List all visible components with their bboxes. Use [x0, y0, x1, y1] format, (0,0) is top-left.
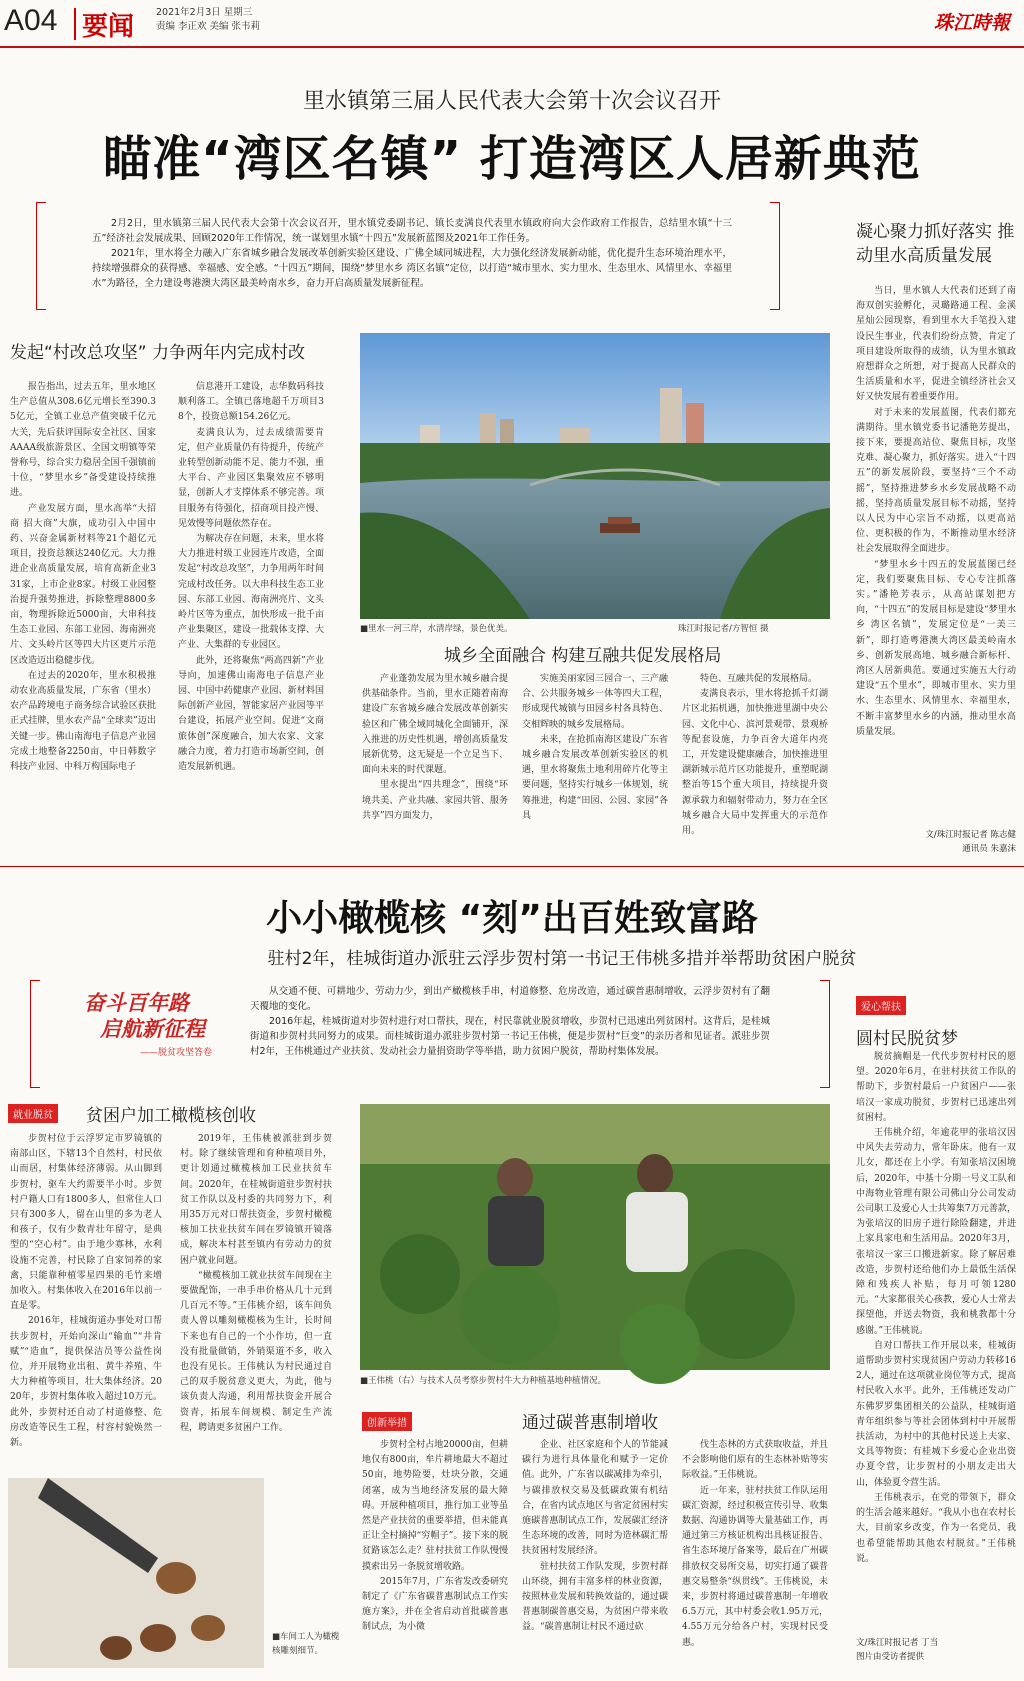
story1-side-column — [856, 284, 1016, 820]
story2-headline: 小小橄榄核 “刻”出百姓致富路 — [266, 898, 758, 939]
campaign-emblem — [84, 990, 240, 1076]
story2-lead — [250, 984, 770, 1059]
river-scene-illustration — [360, 333, 830, 619]
lead-paragraph: 2016年起，桂城街道对步贺村进行对口帮扶，现在，村民靠就业脱贫增收，步贺村已迅速出列贫困村。这背后，是桂城街道和步贺村共同努力的成果。而桂城街道办派驻步贺村第一书记王伟桃，便是步贺村“巨变”的亲历者和见证者。派驻步贺村2年，王伟桃通过产业扶贫、发动社会力量捐资助学等举措，助力贫困户脱贫，帮助村集体发展。 — [250, 1016, 770, 1057]
byline-reporter: 文/珠江时报记者 陈志健 — [925, 830, 1016, 840]
byline-reporter: 文/珠江时报记者 丁当 — [856, 1638, 939, 1648]
story1-lead — [92, 216, 732, 291]
page-number: A04 — [4, 4, 58, 37]
lead2-bracket-right — [820, 980, 830, 1088]
story1-headline: 瞄准“湾区名镇” 打造湾区人居新典范 — [103, 131, 921, 187]
carving-photo-caption: ■车间工人为橄榄核雕刻细节。 — [272, 1632, 340, 1656]
paragraph: 企业、社区家庭和个人的节能减碳行为进行具体量化和赋予一定价值。此外，广东省以碳减排为牵引，与碳排放权交易及低碳政策有机结合，在省内试点地区与省定贫困村实施碳普惠制试点工作，发展碳汇经济生态环境的改善，同时为造林碳汇帮扶贫困村发展经济。 — [522, 1440, 668, 1557]
story2-column-2 — [180, 1132, 332, 1433]
editor-credit: 责编 李正欢 美编 张韦莉 — [156, 21, 261, 32]
story2-column-3 — [362, 1438, 508, 1670]
story1-column-4 — [522, 672, 668, 858]
story1-column-3 — [362, 672, 508, 858]
story2-byline — [856, 1636, 1016, 1664]
section-title: 要闻 — [82, 12, 135, 42]
tag-innovation: 创新举措 — [362, 1412, 412, 1431]
paragraph: “橄榄核加工就业扶贫车间现在主要做配饰，一串手串价格从几十元到几百元不等。”王伟桃介绍，该车间负责人曾以雕刻橄榄核为生计，长时间下来也有自己的一个小作坊，但一直没有批量做销，外销渠道不多，收入也没有见长。王伟桃认为村民通过自己的双手脱贫意义更大，为此，他与该负责人沟通，利用帮扶资金开展合资青，拓展车间规模、制定生产流程，聘请更多贫困户工作。 — [180, 1270, 332, 1433]
story1-kicker: 里水镇第三届人民代表大会第十次会议召开 — [302, 89, 721, 114]
issue-date: 2021年2月3日 星期三 — [156, 7, 253, 18]
story1-side-headline: 凝心聚力抓好落实 推动里水高质量发展 — [856, 222, 1015, 266]
story2-column-5 — [682, 1438, 828, 1670]
paragraph: 在过去的2020年，里水积极推动农业高质量发展，广东省（里水）农产品跨境电子商务综合试验区获批正式挂牌，里水农产品“全球卖”迈出关键一步。佛山南海电子信息产业园完成土地整备2250亩，中日韩数字科技产业园、中科万构国际电子 — [10, 670, 156, 773]
paragraph: 王伟桃表示，在党的带领下，群众的生活会越来越好。“我从小也在农村长大，目前家乡改变，作为一名党员，我也希望能帮助其他农村脱贫。”王伟桃说。 — [856, 1492, 1016, 1564]
story2-subhead-1: 贫困户加工橄榄核创收 — [86, 1106, 256, 1126]
paragraph: 驻村扶贫工作队发现，步贺村群山环绕，拥有丰富多样的林业资源，按照林业发展和转换效益的，通过碳普惠制碳普惠交易，为贫困户带来收益。“碳普惠制让村民不通过砍 — [522, 1561, 668, 1633]
lead-paragraph: 2月2日，里水镇第三届人民代表大会第十次会议召开，里水镇党委副书记、镇长麦满良代表里水镇政府向大会作政府工作报告，总结里水镇“十三五”经济社会发展成果、回顾2020年工作情况，统一谋划里水镇“十四五”发展新蓝图及2021年工作任务。 — [92, 218, 732, 244]
paragraph: 2016年，桂城街道办事处对口帮扶步贺村，开始向深山“输血”“井肯赋”“造血”，提供保洁员等公益性岗位，并开展物业出租、黄牛养殖、牛大力种植等项目，壮大集体经济。2020年，步贺村集体收入超过10万元。此外，步贺村还自动了村道修整、危房改造等民生工程，村容村貌焕然一新。 — [10, 1316, 162, 1449]
byline-correspondent: 通讯员 朱嘉沫 — [962, 844, 1016, 854]
carving-illustration — [8, 1478, 264, 1668]
paragraph: 伐生态林的方式获取收益，并且不会影响他们原有的生态林补贴等实际收益。”王伟桃说。 — [682, 1440, 828, 1481]
river-photo-credit: 珠江时报记者/方智恒 摄 — [678, 624, 769, 634]
paragraph: 步贺村全村占地20000亩，但耕地仅有800亩，牟片耕地最大不超过50亩，地势险要，灶块分散，交通闭塞，成为当地经济发展的最大障碍。开展种植项目，推行加工业等虽然是产业扶贫的重要举措，但未能真正让全村摘掉“穷帽子”。接下来的脱贫路该怎么走？驻村扶贫工作队慢慢摸索出另一条脱贫增收路。 — [362, 1440, 508, 1572]
field-scene-illustration — [360, 1104, 830, 1370]
story2-subhead-2: 通过碳普惠制增收 — [522, 1413, 658, 1433]
paragraph: 2019年，王伟桃被派驻到步贺村。除了继续管理和育种植项目外，更计划通过橄榄核加工民业扶贫车间。2020年，在桂城街道驻步贺村扶贫工作队以及村委的共同努力下，利用35万元对口帮扶资金，步贺村橄榄核加工扶业扶贫车间在罗镜镇开镜落成，解决本村甚至镇内有劳动力的贫困户就业问题。 — [180, 1134, 332, 1266]
story2-side-headline: 圆村民脱贫梦 — [856, 1029, 958, 1049]
paragraph: 2015年7月，广东省发改委研究制定了《广东省碳普惠制试点工作实施方案》，并在全省启动首批碳普惠制试点，为小微 — [362, 1576, 508, 1633]
paragraph: 信息港开工建设，志华数码科技顺利落工。全镇已落地超千万项目38个，投资总额154.26亿元。 — [178, 382, 324, 423]
newspaper-logo: 珠江時報 — [933, 12, 1010, 34]
story1-subhead-2: 城乡全面融合 构建互融共促发展格局 — [444, 646, 722, 666]
paragraph: 步贺村位于云浮罗定市罗镜镇的南部山区，下辖13个自然村，村民依山而居，村集体经济薄弱。从山脚到步贺村，驱车大约需要半小时。步贺村户籍人口有1800多人，但常住人口只有300多人，留在山里的多为老人和孩子，仅有少数青壮年留守，是典型的“空心村”。由于地少寡林，水利设施不完善，村民除了自家饲养的家禽，只能靠种植零星四果的毛竹来增加收入。村集体收入在2016年以前一直是零。 — [10, 1134, 162, 1312]
byline-photo-credit: 图片由受访者提供 — [856, 1652, 925, 1662]
story2-subhead: 驻村2年，桂城街道办派驻云浮步贺村第一书记王伟桃多措并举帮助贫困户脱贫 — [267, 949, 857, 969]
paragraph: 产业蓬勃发展为里水城乡融合提供基础条件。当前，里水正随着南海建设广东省城乡融合发展改革创新实验区和广佛全域同城化全面铺开，深入推进的历史性机遇，增创高质量发展新优势，这无疑是一个立足当下、面向未来的时代课题。 — [362, 674, 508, 776]
paragraph: 王伟桃介绍，年逾花甲的张培汉因中风失去劳动力，常年卧床。他有一双儿女，都还在上小学。有知张培汉困境后，2020年，中基十分期一号义工队和中海物业管理有限公司佛山分公司发动公司职工及爱心人士共筹集7万元善款，为张培汉的旧房子进行除险翻建，并进上家具家电和生活用品。2020年3月，张培汉一家三口搬进新家。除了解居难改造，步贺村还给他们办上最低生活保障和残疾人补贴，每月可领1280元。“大家都很关心孩教，爱心人士常去探望他，并送去物资，我和桃教都十分感谢。”王伟桃说。 — [856, 1128, 1016, 1336]
paragraph: 实施美丽家园三园合一、三产融合、公共服务城乡一体等四大工程，形成现代城镇与田园乡村各具特色、交相辉映的城乡发展格局。 — [522, 674, 668, 730]
emblem-line-3: ——脱贫攻坚答卷 — [140, 1048, 213, 1058]
emblem-line-2: 启航新征程 — [100, 1016, 205, 1041]
emblem-line-1: 奋斗百年路 — [84, 990, 189, 1015]
river-photo-caption: ■里水一河三岸，水清岸绿，景色优美。 — [360, 624, 513, 634]
carving-photo — [8, 1478, 264, 1668]
paragraph: 此外，还将聚焦“两高四新”产业导向，加速佛山南海电子信息产业园、中国中药健康产业园、新材料国际创新产业园，智能家居产业园等平台建设，拓展产业空间。促进“文商旅体创”深度融合，加大农家、文家融合力度，着力打造市场新空间，创造发展新机遇。 — [178, 655, 324, 773]
paragraph: 报告指出，过去五年，里水地区生产总值从308.6亿元增长至390.35亿元，全镇工业总产值突破千亿元大关，先后获评国际安全社区、国家AAAA级旅游景区、全国文明镇等荣誉称号，综合实力稳居全国千强镇前十位，“梦里水乡”备受建设持续推进。 — [10, 382, 156, 499]
paragraph: 对于未来的发展蓝图，代表们都充满期待。里水镇党委书记潘艳芳提出，接下来，要提高站位、聚焦目标，攻坚克难、凝心聚力，抓好落实。进入“十四五”的新发展阶段，要坚持“三个不动摇”，坚持推进梦乡水乡发展战略不动摇，坚持高质量发展目标不动摇，坚持以人民为中心宗旨不动摇，以更高站位、更积极的作为，不断推动里水经济社会发展取得全面进步。 — [856, 407, 1016, 555]
paragraph: 自对口帮扶工作开展以来，桂城街道帮助步贺村实现贫困户劳动力转移162人，通过在这项就业岗位等方式，提高村民收入水平。此外，王伟桃还发动广东佛罗罗集团相关的公益队，桂城街道青年组织参与等社会团体到村中开展帮扶活动，为村中的其他村民送上夫家、文具等物资；有桂城下乡爱心企业出资办夏令营，让步贺村的小朋友走出大山，体验夏令营生活。 — [856, 1340, 1016, 1488]
paragraph: 里水提出“四共理念”，围绕“环境共美、产业共融、家园共管、服务共享”四方面发力， — [362, 780, 508, 821]
story2-column-1 — [10, 1132, 162, 1449]
paragraph: 当日，里水镇人大代表们还到了南海双创实验孵化，灵璐路通工程、金溪星灿公园现察，看到里水大手笔投入建设民生事业，代表们纷纷点赞，肯定了项目建设所取得的成绩，认为里水镇政府想群众之所想，对于提高人民群众的生活质量和水平，促进全镇经济社会又好又快发展有着重要作用。 — [856, 286, 1016, 403]
lead-bracket-right — [770, 202, 780, 310]
story-divider — [0, 866, 1024, 867]
lead-paragraph: 从交通不便、可耕地少、劳动力少，到出产橄榄核手串，村道修整、危房改造，通过碳普惠制增收，云浮步贺村有了翻天覆地的变化。 — [250, 986, 770, 1012]
paragraph: 近一年来，驻村扶贫工作队运用碳汇资源，经过积极宣传引导、收集数据、沟通协调等大量基础工作，再通过第三方核证机构出具核证报告、省生态环境厅备案等，最后在广州碳排放权交易所交易，切实打通了碳普惠交易整条“纵贯线”。王伟桃说，未来，步贺村将通过碳普惠制一年增收6.5万元，其中村委会收1.95万元，4.55万元分给各户村，实现村民受惠。 — [682, 1485, 828, 1648]
paragraph: 未来，在抢抓南海区建设广东省城乡融合发展改革创新实验区的机遇，里水将聚焦土地利用碎片化等主要问题，坚持实行城乡一体规划，统筹推进，构建“田园、公园、家园”各具 — [522, 734, 668, 821]
paragraph: “梦里水乡十四五的发展蓝图已经定，我们要聚焦目标、专心专注抓落实。”潘艳芳表示，从高站谋划把方向，“十四五”的发展目标是建设“梦里水乡 湾区名镇”，发展定位是“一美三新”，即打造粤港澳大湾区最美岭南水乡、创新发展高地、城乡融合新标杆、湾区人居新典范。要通过实施五大行动建设“五个里水”，即城市里水、实力里水、生态里水、风情里水、幸福里水，不断丰富梦里水乡的内涵，推动里水高质量发展。 — [856, 559, 1016, 737]
field-photo-caption: ■王伟桃（右）与技术人员考察步贺村牛大力种植基地种植情况。 — [360, 1376, 607, 1386]
paragraph: 麦满良认为，过去成绩需要肯定，但产业质量仍有待提升，传统产业转型创新动能不足、能力不强，重大平台、产业园区集聚效应不够明显，创新人才支撑体系不够完善。项目服务有待强化，招商项目投产慢、见效慢等问题依然存在。 — [178, 427, 324, 529]
story1-subhead-1: 发起“村改总攻坚” 力争两年内完成村改 — [10, 343, 306, 363]
lead-bracket-left — [36, 202, 46, 310]
story1-column-5 — [682, 672, 828, 858]
field-photo — [360, 1104, 830, 1370]
masthead-divider — [74, 8, 76, 40]
tag-charity: 爱心帮扶 — [856, 996, 906, 1015]
story2-column-4 — [522, 1438, 668, 1670]
paragraph: 麦满良表示，里水将抢抓千灯湖片区北拓机遇，加快推进里湖中央公园、文化中心、滨河景观带、景观桥等配套设施，力争百舍大道年内亮工，开发建设健康融合，加快推进里湖新城示范片区功能提升，重塑昵湖整治等15个重大项目，持续提升资源承载力和辐射带动力，努力在全区城乡融合大局中发挥重大的示范作用。 — [682, 689, 828, 837]
story1-column-2 — [178, 380, 324, 855]
paragraph: 脱贫摘帽是一代代步贺村村民的愿望。2020年6月，在驻村扶贫工作队的帮助下，步贺村最后一户贫困户——张培汉一家成功脱贫，步贺村已迅速出列贫困村。 — [856, 1052, 1016, 1123]
date-line — [156, 6, 260, 34]
masthead — [0, 0, 1024, 48]
paragraph: 为解决存在问题，未来，里水将大力推进村级工业园连片改造，全面发起“村改总攻坚”，力争用两年时间完成村改任务。以大串科技生态工业园、东部工业园、海南洲亮片、文头岭片区等为重点，加快形成一批千亩产业集聚区，建设一批载体支撑、大产业、大集群的专业园区。 — [178, 534, 324, 651]
story1-column-1 — [10, 380, 156, 855]
paragraph: 产业发展方面，里水高举“大招商 招大商”大旗，成功引入中国中药、兴奋金属新材料等21个超亿元项目，投资总额达240亿元。大力推进企业高质量发展，培育高新企业331家，上市企业8家。村级工业园整治提升强势推进，拆除整理8800多亩，物理拆除近5000亩，大串科技生态工业园、东部工业园、海南洲亮片、文头岭片区等四大片区更片示范区改造迈出稳健步伐。 — [10, 503, 156, 666]
lead2-bracket-left — [30, 980, 40, 1088]
story2-side-column — [856, 1050, 1016, 1628]
paragraph: 特色、互融共促的发展格局。 — [700, 674, 818, 684]
story1-byline — [856, 828, 1016, 856]
tag-employment: 就业脱贫 — [8, 1104, 58, 1123]
lead-paragraph: 2021年，里水将全力融入广东省城乡融合发展改革创新实验区建设、广佛全域同城进程，大力强化经济发展新动能，优化提升生态环境治理水平，持续增强群众的获得感、幸福感、安全感。“十四五”期间，围绕“梦里水乡 湾区名镇”定位，以打造“城市里水、实力里水、生态里水、风情里水、幸福里水”为路径，全力建设粤港澳大湾区最美岭南水乡，奋力开启高质量发展新征程。 — [92, 248, 732, 289]
river-photo — [360, 333, 830, 619]
